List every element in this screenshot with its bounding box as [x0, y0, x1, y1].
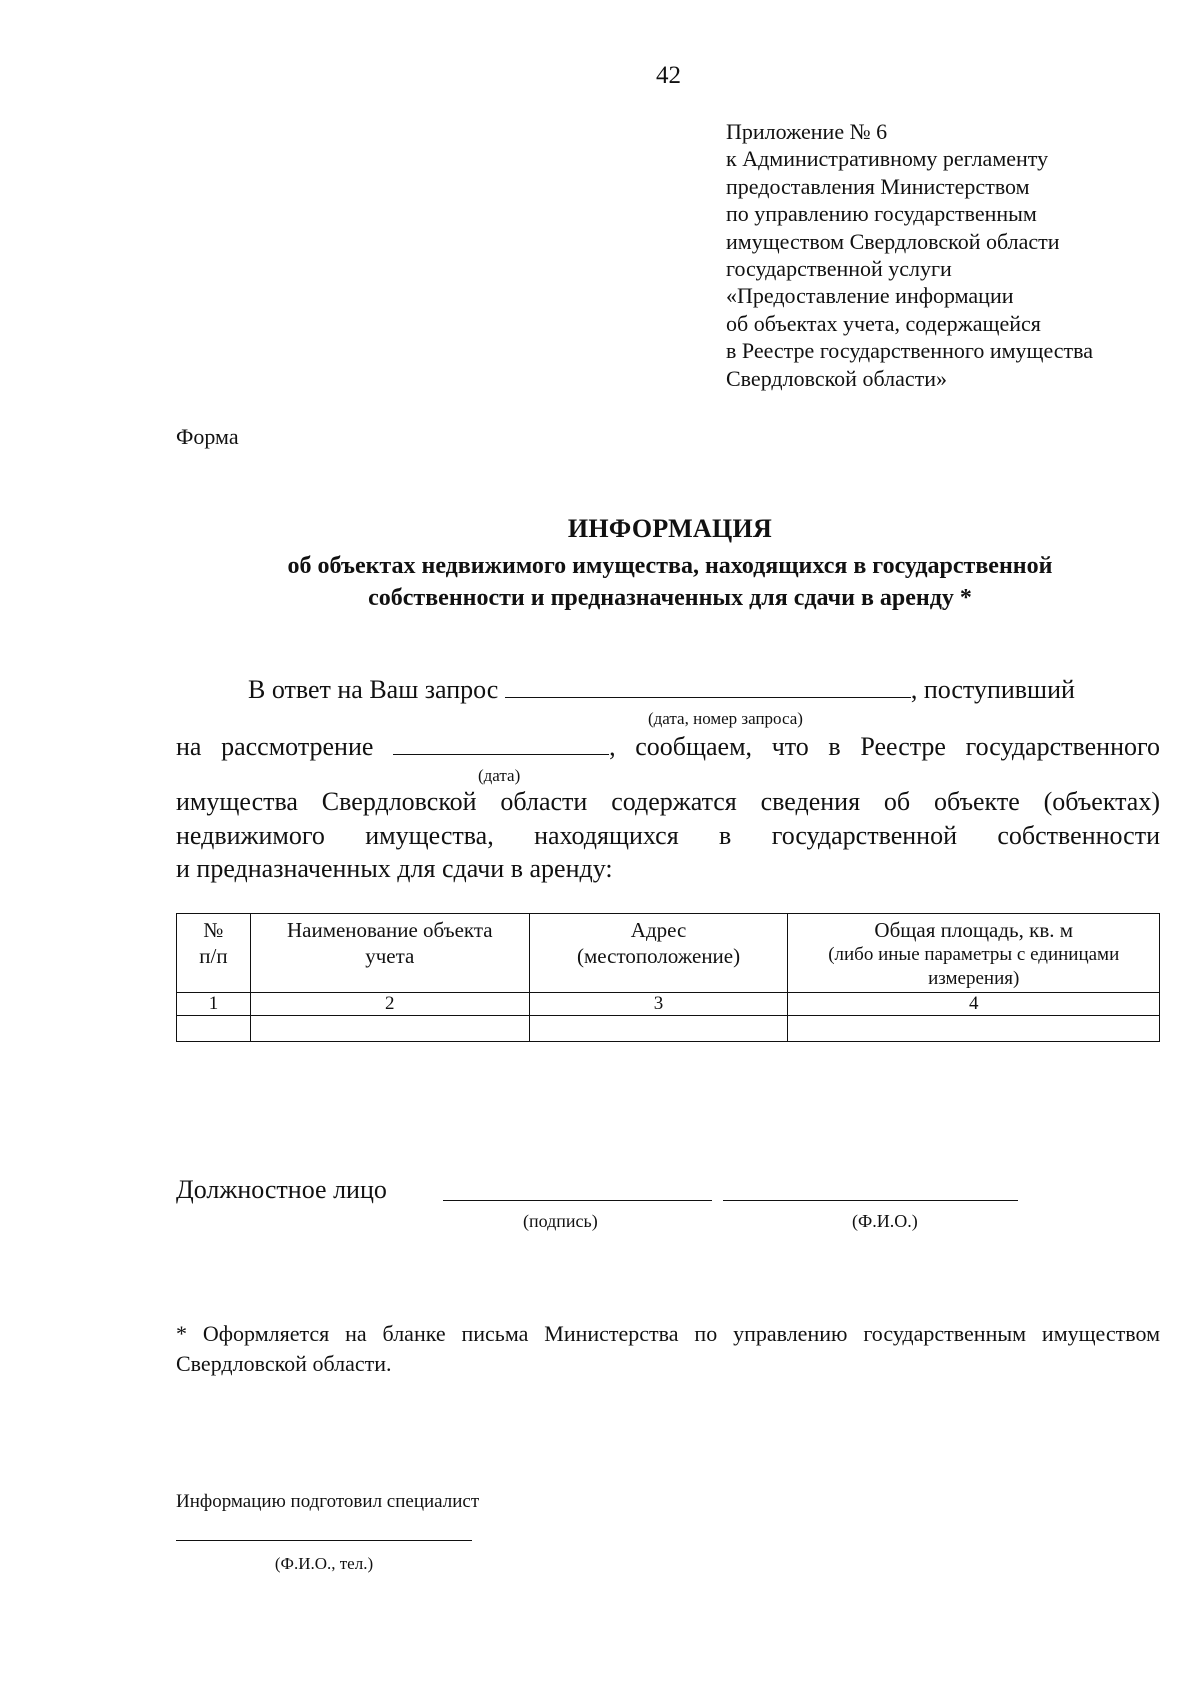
table-cell: 3 [529, 993, 788, 1016]
appendix-line: государственной услуги [726, 256, 952, 282]
body-line: имущества Свердловской области содержатся сведения об объекте (объектах) [176, 787, 1160, 816]
body-text: на рассмотрение [176, 732, 374, 761]
prepared-by-label: Информацию подготовил специалист [176, 1491, 480, 1512]
body-text: , поступивший [910, 675, 1075, 704]
appendix-line: Приложение № 6 [726, 119, 888, 144]
body-text: В ответ на Ваш запрос [248, 675, 499, 704]
signature-blank-field [443, 1200, 712, 1201]
table-cell [529, 1016, 788, 1042]
table-cell [250, 1016, 529, 1042]
official-label: Должностное лицо [176, 1175, 387, 1204]
name-blank-field [723, 1200, 1018, 1201]
body-text: , сообщаем, что в Реестре государственного [609, 732, 1161, 761]
body-line: недвижимого имущества, находящихся в государственной собственности [176, 821, 1160, 850]
appendix-line: «Предоставление информации [726, 283, 1014, 309]
table-numbers-row [177, 993, 1160, 1016]
footnote: * Оформляется на бланке письма Министерства по управлению государственным имуществом Свердловской области. [176, 1321, 1160, 1376]
document-subtitle-line: об объектах недвижимого имущества, находящихся в государственной [287, 553, 1053, 579]
table-cell [177, 1016, 251, 1042]
appendix-line: предоставления Министерством [726, 173, 1030, 199]
appendix-line: имуществом Свердловской области [726, 228, 1060, 254]
prepared-by-caption: (Ф.И.О., тел.) [274, 1554, 374, 1573]
appendix-line: в Реестре государственного имущества [726, 338, 1094, 364]
appendix-line: к Административному регламенту [726, 146, 1049, 172]
request-blank-field [505, 697, 911, 698]
body-line-request [176, 675, 1160, 705]
date-blank-field [393, 754, 609, 755]
objects-table [176, 913, 1160, 1042]
header-address: Адрес (местоположение) [529, 914, 788, 993]
prepared-by-blank-field [176, 1540, 472, 1541]
caption-name: (Ф.И.О.) [852, 1211, 918, 1231]
header-number: № п/п [177, 914, 251, 993]
table-cell: 2 [250, 993, 529, 1016]
table-header-row [177, 914, 1160, 993]
appendix-line: об объектах учета, содержащейся [726, 310, 1041, 336]
table-cell [788, 1016, 1160, 1042]
form-label: Форма [176, 424, 239, 449]
table-cell: 1 [177, 993, 251, 1016]
page-number: 42 [656, 62, 681, 89]
document-subtitle-line: собственности и предназначенных для сдачи в аренду * [368, 585, 972, 611]
appendix-line: Свердловской области» [726, 365, 947, 391]
caption-request: (дата, номер запроса) [648, 709, 803, 728]
appendix-line: по управлению государственным [726, 201, 1037, 227]
table-row [177, 1016, 1160, 1042]
document-title: ИНФОРМАЦИЯ [567, 514, 773, 543]
header-object-name: Наименование объекта учета [250, 914, 529, 993]
header-area: Общая площадь, кв. м (либо иные параметры с единицами измерения) [788, 914, 1160, 993]
body-line-review [176, 732, 1160, 762]
body-line: и предназначенных для сдачи в аренду: [176, 854, 613, 883]
table-cell: 4 [788, 993, 1160, 1016]
caption-signature: (подпись) [523, 1211, 598, 1231]
appendix-block [726, 118, 1166, 392]
caption-date: (дата) [478, 766, 521, 785]
